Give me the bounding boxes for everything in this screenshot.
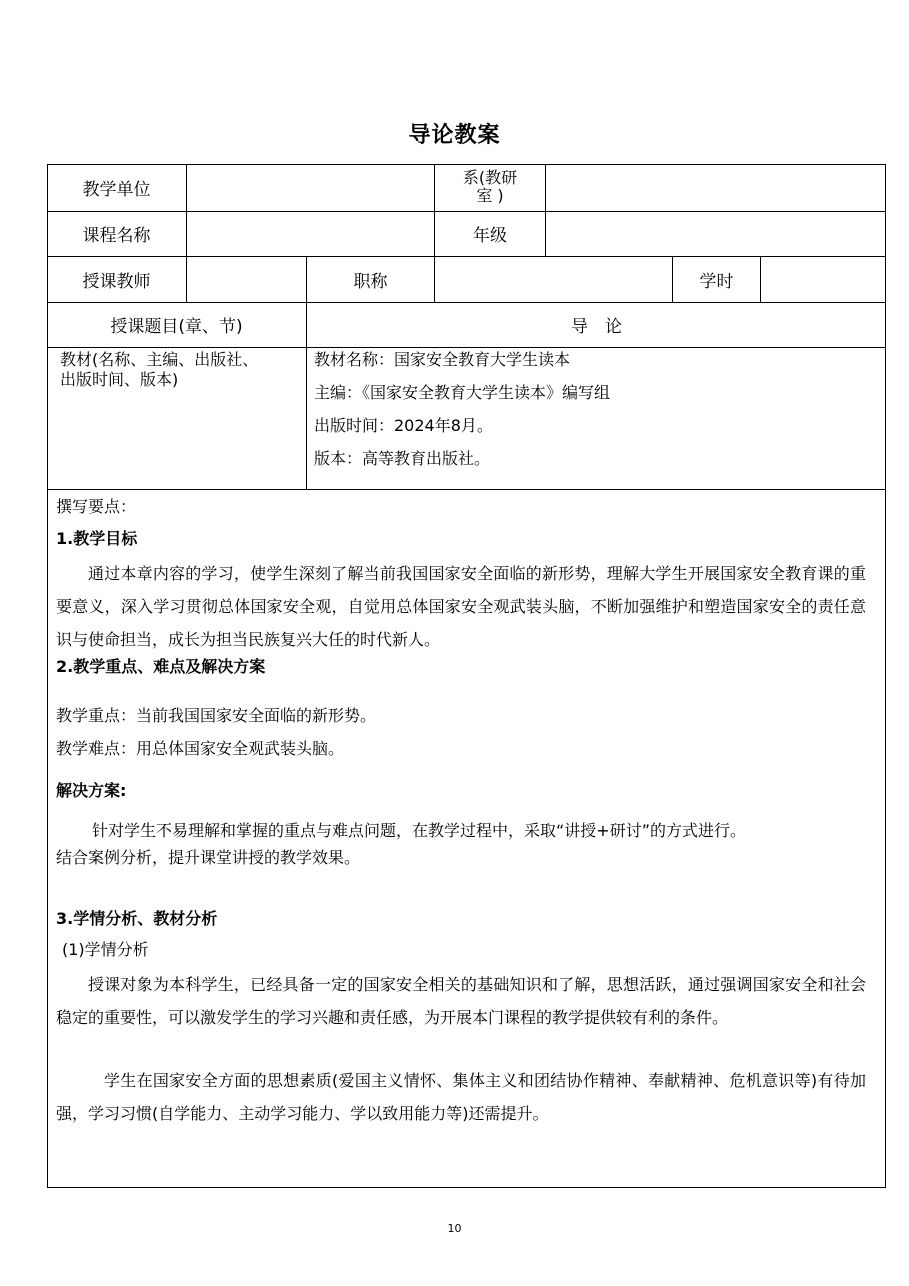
section-1-paragraph: 通过本章内容的学习，使学生深刻了解当前我国国家安全面临的新形势，理解大学生开展国家安全教育课的重要意义，深入学习贯彻总体国家安全观，自觉用总体国家安全观武装头脑，不断加强维护和塑造国家安全的责任意识与使命担当，成长为担当民族复兴大任的时代新人。 [56, 564, 866, 649]
lesson-topic-label: 授课题目(章、节) [110, 317, 243, 337]
teaching-unit-value [187, 164, 434, 211]
row-divider [47, 347, 886, 348]
section-3-subheading: (1)学情分析 [62, 940, 149, 959]
textbook-name: 教材名称：国家安全教育大学生读本 [314, 350, 571, 369]
grade-label: 年级 [473, 226, 507, 246]
difficult-point-text: 教学难点：用总体国家安全观武装头脑。 [56, 739, 345, 758]
key-point-text: 教学重点：当前我国国家安全面临的新形势。 [56, 706, 377, 725]
department-label: 系(教研 室 ) [462, 168, 518, 205]
page-number: 10 [447, 1222, 462, 1235]
page-title: 导论教案 [408, 123, 501, 148]
course-name-label: 课程名称 [82, 226, 151, 246]
writing-points-label: 撰写要点： [56, 497, 137, 516]
section-1-heading: 1.教学目标 [56, 529, 138, 548]
solution-heading: 解决方案: [56, 781, 127, 800]
class-hours-value [761, 256, 886, 302]
professional-title-value [435, 256, 672, 302]
professional-title-label: 职称 [353, 271, 388, 292]
row-divider [47, 489, 886, 490]
section-3-heading: 3.学情分析、教材分析 [56, 909, 218, 928]
course-name-value [187, 211, 434, 256]
solution-line-1: 针对学生不易理解和掌握的重点与难点问题，在教学过程中，采取“讲授+研讨”的方式进行。 [92, 821, 746, 840]
class-hours-label: 学时 [699, 271, 734, 292]
textbook-publish-date: 出版时间：2024年8月。 [314, 416, 493, 435]
grade-value [546, 211, 886, 256]
section-3-paragraph-2: 学生在国家安全方面的思想素质(爱国主义情怀、集体主义和团结协作精神、奉献精神、危机意识等)有待加强，学习习惯(自学能力、主动学习能力、学以致用能力等)还需提升。 [56, 1071, 866, 1123]
textbook-edition: 版本：高等教育出版社。 [314, 449, 491, 468]
department-value [546, 164, 886, 211]
textbook-label: 教材(名称、主编、出版社、 出版时间、版本) [60, 350, 259, 389]
section-2-heading: 2.教学重点、难点及解决方案 [56, 657, 266, 676]
teacher-label: 授课教师 [82, 271, 151, 292]
section-3-paragraph-1: 授课对象为本科学生，已经具备一定的国家安全相关的基础知识和了解，思想活跃，通过强调国家安全和社会稳定的重要性，可以激发学生的学习兴趣和责任感，为开展本门课程的教学提供较有利的条件。 [56, 975, 866, 1027]
teaching-unit-label: 教学单位 [82, 180, 151, 200]
textbook-editor: 主编：《国家安全教育大学生读本》编写组 [314, 383, 611, 402]
lesson-topic-value: 导 论 [571, 317, 622, 337]
teacher-value [187, 256, 306, 302]
solution-line-2: 结合案例分析，提升课堂讲授的教学效果。 [56, 848, 361, 867]
